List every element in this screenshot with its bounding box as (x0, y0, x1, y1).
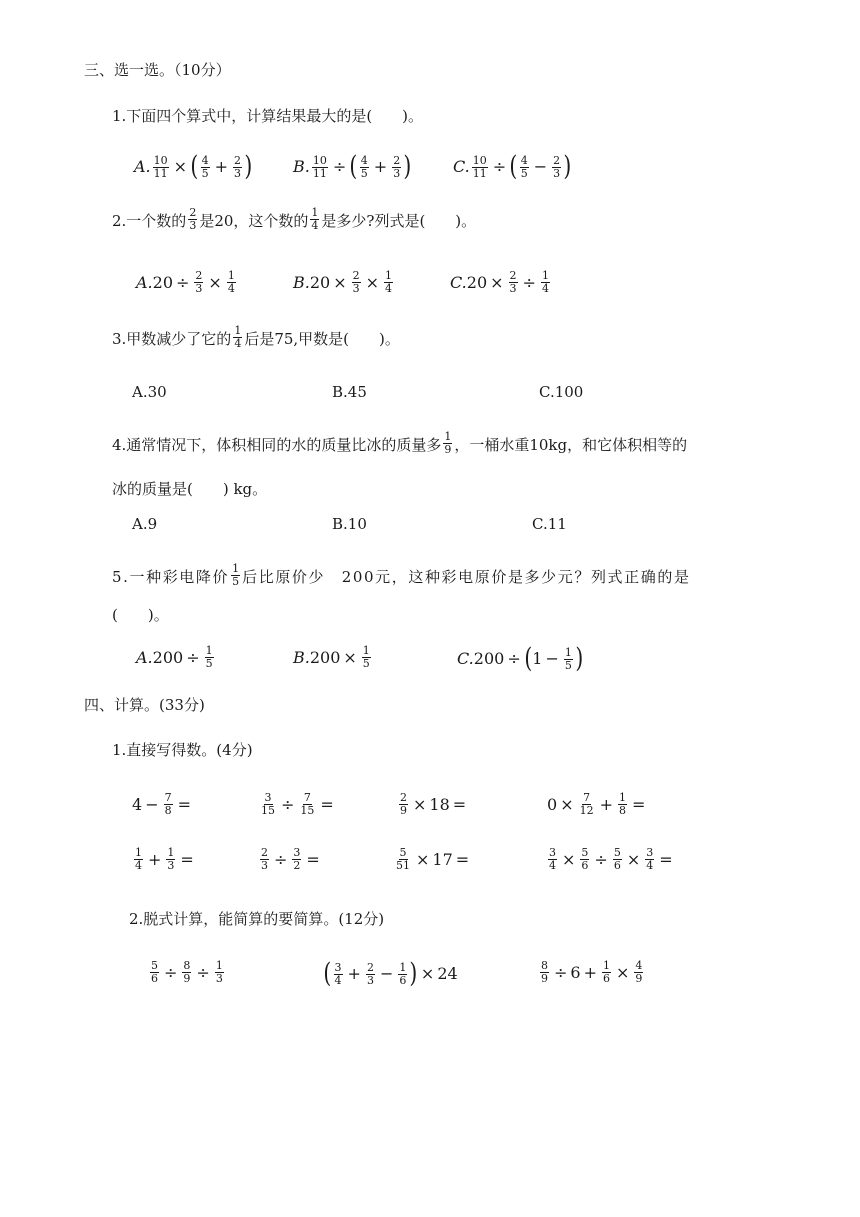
fraction: $\frac{1}{5}$ (205, 644, 213, 670)
q4-text-line2: 冰的质量是( ) kg。 (112, 480, 268, 498)
fraction: $\frac{4}{5}$ (360, 153, 368, 180)
stepcalc-1: $\frac{5}{6}$ ÷ $\frac{8}{9}$ ÷ $\frac{1}{3}$ (151, 959, 223, 985)
fraction: $\frac{1}{4}$ (311, 206, 319, 232)
q2-option-c: C. 20 × $\frac{2}{3}$ ÷ $\frac{1}{4}$ (450, 269, 549, 295)
q3-option-b: B.45 (332, 383, 367, 401)
calc-1-3: $\frac{2}{9}$ × 18 = (400, 791, 467, 817)
fraction: $\frac{7}{12}$ (579, 791, 594, 817)
option-label: B. (293, 157, 310, 176)
fraction: $\frac{5}{6}$ (581, 846, 589, 872)
fraction: $\frac{8}{9}$ (541, 959, 548, 985)
fraction: $\frac{1}{6}$ (399, 960, 407, 987)
q3-option-a: A.30 (132, 383, 167, 401)
q5-option-a: A. 200 ÷ $\frac{1}{5}$ (136, 644, 213, 670)
fraction: $\frac{3}{2}$ (293, 846, 301, 872)
fraction: $\frac{1}{4}$ (234, 324, 242, 350)
fraction: $\frac{1}{8}$ (619, 791, 626, 817)
fraction: $\frac{10}{11}$ (153, 153, 168, 180)
fraction: $\frac{1}{3}$ (215, 959, 223, 985)
q3-option-c: C.100 (539, 383, 584, 401)
fraction: $\frac{2}{3}$ (261, 846, 268, 872)
q3-text: 3.甲数减少了它的 $\frac{1}{4}$ 后是75,甲数是( )。 (112, 324, 400, 350)
section4-sub2: 2.脱式计算，能简算的要简算。(12分) (129, 910, 385, 928)
fraction: $\frac{2}{9}$ (400, 791, 407, 817)
q1-option-a: A. $\frac{10}{11}$ × ( $\frac{4}{5}$ + $\frac{2}{3}$ ) (134, 151, 253, 182)
fraction: $\frac{2}{3}$ (366, 960, 374, 987)
q4-option-b: B.10 (332, 515, 367, 533)
fraction: $\frac{1}{3}$ (167, 846, 175, 872)
q5-option-b: B. 200 × $\frac{1}{5}$ (293, 644, 370, 670)
fraction: $\frac{8}{9}$ (183, 959, 191, 985)
section4-title: 四、计算。(33分) (84, 696, 205, 714)
fraction: $\frac{5}{51}$ (396, 846, 410, 872)
q1-option-b: B. $\frac{10}{11}$ ÷ ( $\frac{4}{5}$ + $\frac{2}{3}$ ) (293, 151, 412, 182)
q5-text-line2: ( )。 (112, 606, 169, 624)
fraction: $\frac{3}{15}$ (261, 791, 275, 817)
fraction: $\frac{3}{4}$ (334, 960, 342, 987)
fraction: $\frac{2}{3}$ (352, 269, 360, 295)
calc-2-2: $\frac{2}{3}$ ÷ $\frac{3}{2}$ = (261, 846, 320, 872)
fraction: $\frac{4}{5}$ (520, 153, 528, 180)
fraction: $\frac{5}{6}$ (613, 846, 621, 872)
stepcalc-2: ( $\frac{3}{4}$ + $\frac{2}{3}$ − $\frac{1}{6}$ ) × 24 (323, 958, 458, 989)
section4-sub1: 1.直接写得数。(4分) (112, 741, 253, 759)
q1-text: 1.下面四个算式中，计算结果最大的是( )。 (112, 107, 424, 125)
fraction: $\frac{10}{11}$ (472, 153, 487, 180)
fraction: $\frac{2}{3}$ (189, 206, 197, 232)
fraction: $\frac{2}{3}$ (234, 153, 241, 180)
q2-text: 2.一个数的 $\frac{2}{3}$ 是20，这个数的 $\frac{1}{4}$ 是多少?列式是( )。 (112, 206, 477, 232)
q2-option-a: A. 20 ÷ $\frac{2}{3}$ × $\frac{1}{4}$ (136, 269, 235, 295)
fraction: $\frac{1}{5}$ (232, 562, 240, 588)
fraction: $\frac{7}{8}$ (164, 791, 172, 817)
fraction: $\frac{1}{4}$ (227, 269, 235, 295)
fraction: $\frac{10}{11}$ (312, 153, 327, 180)
option-label: C. (453, 157, 470, 176)
q4-option-a: A.9 (132, 515, 158, 533)
calc-2-1: $\frac{1}{4}$ + $\frac{1}{3}$ = (135, 846, 194, 872)
q4-text-line1: 4.通常情况下，体积相同的水的质量比冰的质量多 $\frac{1}{9}$ ，一桶水重10kg，和它体积相等的 (112, 430, 688, 456)
fraction: $\frac{1}{4}$ (541, 269, 549, 295)
fraction: $\frac{2}{3}$ (195, 269, 203, 295)
fraction: $\frac{1}{4}$ (135, 846, 142, 872)
calc-2-4: $\frac{3}{4}$ × $\frac{5}{6}$ ÷ $\frac{5}{6}$ × $\frac{3}{4}$ = (549, 846, 673, 872)
fraction: $\frac{1}{6}$ (603, 959, 610, 985)
fraction: $\frac{2}{3}$ (553, 153, 561, 180)
fraction: $\frac{4}{5}$ (201, 153, 209, 180)
calc-1-4: 0 × $\frac{7}{12}$ + $\frac{1}{8}$ = (547, 791, 646, 817)
fraction: $\frac{1}{5}$ (564, 645, 572, 672)
calc-2-3: $\frac{5}{51}$ × 17 = (396, 846, 470, 872)
fraction: $\frac{2}{3}$ (509, 269, 517, 295)
fraction: $\frac{4}{9}$ (635, 959, 643, 985)
q1-option-c: C. $\frac{10}{11}$ ÷ ( $\frac{4}{5}$ − $\frac{2}{3}$ ) (453, 151, 572, 182)
fraction: $\frac{2}{3}$ (393, 153, 401, 180)
fraction: $\frac{3}{4}$ (646, 846, 654, 872)
fraction: $\frac{1}{5}$ (362, 644, 370, 670)
q2-option-b: B. 20 × $\frac{2}{3}$ × $\frac{1}{4}$ (293, 269, 393, 295)
section3-title: 三、选一选。（10分） (84, 61, 231, 79)
calc-1-2: $\frac{3}{15}$ ÷ $\frac{7}{15}$ = (261, 791, 334, 817)
q5-text-line1: 5.一种彩电降价 $\frac{1}{5}$ 后比原价少 200元，这种彩电原价是多少元？列式正确的是 (112, 562, 691, 588)
fraction: $\frac{1}{4}$ (385, 269, 393, 295)
calc-1-1: 4 − $\frac{7}{8}$ = (132, 791, 191, 817)
q5-option-c: C. 200 ÷ ( 1 − $\frac{1}{5}$ ) (457, 643, 584, 674)
fraction: $\frac{3}{4}$ (549, 846, 556, 872)
stepcalc-3: $\frac{8}{9}$ ÷ 6 + $\frac{1}{6}$ × $\frac{4}{9}$ (541, 959, 643, 985)
q4-option-c: C.11 (532, 515, 567, 533)
fraction: $\frac{5}{6}$ (151, 959, 158, 985)
option-label: A. (134, 157, 151, 176)
fraction: $\frac{7}{15}$ (300, 791, 315, 817)
fraction: $\frac{1}{9}$ (444, 430, 452, 456)
